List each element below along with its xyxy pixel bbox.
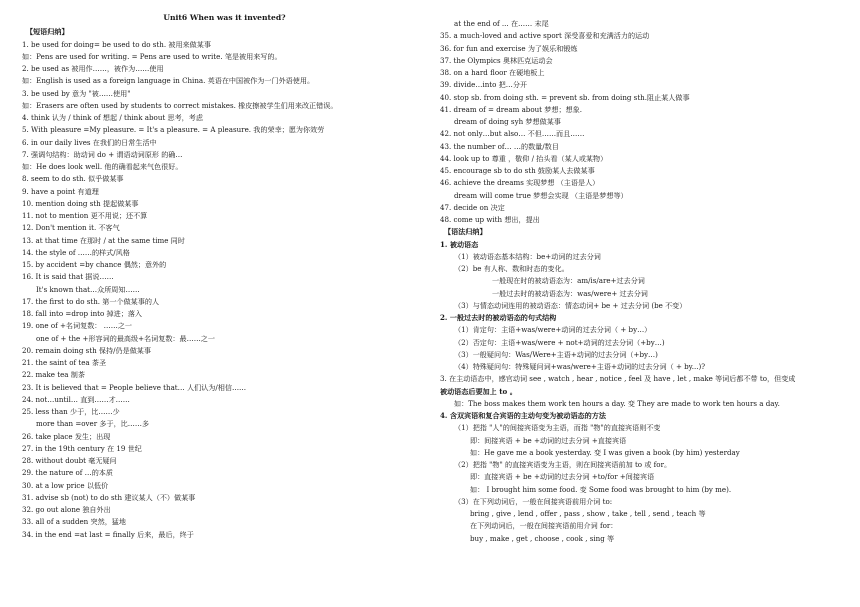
text-line: （2）否定句：主语+was/were + not+动词的过去分词（+by…) [454,337,665,347]
text-line: 23. It is believed that = People believe that… 人们认为/相信…… [22,382,247,392]
text-line: 如：The boss makes them work ten hours a day. 变 They are made to work ten hours a day. [454,398,780,408]
text-line: 33. all of a sudden 突然，猛地 [22,517,126,527]
text-line: 36. for fun and exercise 为了娱乐和锻炼 [440,43,578,53]
right-column [440,18,850,545]
text-line: 18. fall into =drop into 掉进；落入 [22,309,143,318]
text-line: 22. make tea 制茶 [22,370,85,380]
text-line: 17. the first to do sth. 第一个做某事的人 [22,296,160,306]
text-line: 1. be used for doing= be used to do sth. 被用来做某事 [22,39,211,49]
text-line: 40. stop sb. from doing sth. = prevent sb. from doing sth.阻止某人做事 [440,92,690,102]
text-line: 48. come up with 想出，提出 [440,215,540,224]
text-line: 45. encourage sb to do sth 鼓励某人去做某事 [440,166,595,175]
text-line: 2. 一般过去时的被动语态的句式结构 [440,313,557,322]
text-line: 35. a much-loved and active sport 深受喜爱和充满活力的运动 [440,31,650,41]
text-line: 2. be used as 被用作……，被作为……使用 [22,64,164,73]
text-line: 27. in the 19th century 在 19 世纪 [22,443,142,453]
text-line: 一般现在时的被动语态为：am/is/are+过去分词 [492,276,645,286]
text-line: 在下列动词后，一般在间接宾语前用介词 for： [470,521,618,531]
text-line: one of + the +形容词的最高级+名词复数：最……之一 [36,333,215,343]
text-line: 11. not to mention 更不用说；还不算 [22,211,148,220]
text-line: dream of doing syh 梦想做某事 [454,117,561,126]
text-line: （3）与情态动词连用的被动语态：情态动词+ be + 过去分词 (be 不变） [454,300,687,310]
text-line: 38. on a hard floor 在硬地板上 [440,68,545,77]
text-line: bring , give , lend , offer , pass , show , take , tell , send , teach 等 [470,509,706,518]
text-line: 4. think 认为 / think of 想起 / think about 思考，考虑 [22,113,203,122]
text-line: 如：He gave me a book yesterday. 变 I was given a book (by him) yesterday [470,447,740,457]
text-line: （4）特殊疑问句：特殊疑问词+was/were+主语+动词的过去分词（ + by...)? [454,362,706,371]
text-line: 13. at that time 在那时 / at the same time 同时 [22,235,185,245]
text-line: 1. 被动语态 [440,239,479,249]
text-line: 如：Erasers are often used by students to correct mistakes. 橡皮擦被学生们用来改正错误。 [22,100,338,110]
text-line: （3）一般疑问句：Was/Were+主语+动词的过去分词（+by…) [454,349,658,359]
text-line: 14. the style of ……的样式/风格 [22,247,130,257]
text-line: dream will come true 梦想会实现 （主语是梦想等） [454,190,628,200]
text-line: 15. by accident =by chance 偶然；意外的 [22,260,167,269]
text-line: at the end of ... 在…… 末尾 [454,19,549,28]
text-line: （3）在下列动词后，一般在间接宾语前用介词 to: [454,496,613,506]
text-line: 即：间接宾语 + be +动词的过去分词 +直接宾语 [470,435,627,445]
text-line: 20. remain doing sth 保持/仍是做某事 [22,345,151,355]
text-line: 19. one of +名词复数： ……之一 [22,321,133,331]
text-line: 24. not…until… 直到……才…… [22,394,130,404]
text-line: buy , make , get , choose , cook , sing 等 [470,533,615,543]
text-line: 7. 强调句结构：助动词 do + 谓语动词原形 的确… [22,149,183,159]
text-line: 37. the Olympics 奥林匹克运动会 [440,55,553,65]
text-line: 3. 在主动语态中，感官动词 see , watch , hear , notice , feel 及 have , let , make 等词后都不带 to，但变成 [440,374,796,384]
text-line: 31. advise sb (not) to do sth 建议某人（不）做某事 [22,492,196,502]
text-line: 34. in the end =at last = finally 后来，最后，终于 [22,529,194,539]
text-line: 41. dream of = dream about 梦想；想象. [440,104,583,114]
text-line: 30. at a low price 以低价 [22,480,109,490]
text-line: 47. decide on 决定 [440,202,505,212]
text-line: 【短语归纳】 [26,27,69,37]
text-line: 如：English is used as a foreign language in China. 英语在中国被作为一门外语使用。 [22,76,315,86]
text-line: 8. seem to do sth. 似乎做某事 [22,174,124,184]
text-line: 21. the saint of tea 茶圣 [22,358,107,367]
text-line: 28. without doubt 毫无疑问 [22,456,117,465]
left-column-lines [22,26,427,541]
text-line: 4. 含双宾语和复合宾语的主动句变为被动语态的方法 [440,411,606,420]
text-line: 即：直接宾语 + be +动词的过去分词 +to/for +间接宾语 [470,472,655,482]
text-line: 6. in our daily lives 在我们的日常生活中 [22,137,157,147]
text-line: （2）把指 "物" 的直接宾语变为主语，则在间接宾语前加 to 或 for。 [454,460,672,469]
text-line: （1）肯定句：主语+was/were+动词的过去分词（ + by…） [454,325,652,335]
text-line: 29. the nature of …的本质 [22,468,113,478]
text-line: 26. take place 发生；出现 [22,431,111,441]
text-line: 如：Pens are used for writing. = Pens are used to write. 笔是被用来写的。 [22,51,282,61]
text-line: 39. divide…into 把…分开 [440,80,528,90]
text-line: 46. achieve the dreams 实现梦想 （主语是人） [440,178,600,188]
text-line: 16. It is said that 据说…… [22,272,114,282]
text-line: 一般过去时的被动语态为：was/were+ 过去分词 [492,288,648,298]
document-title: Unit6 When was it invented? [163,13,286,22]
text-line: 32. go out alone 独自外出 [22,505,111,514]
text-line: 5. With pleasure =My pleasure. = It's a pleasure. = A pleasure. 我的荣幸；愿为你效劳 [22,125,325,135]
text-line: 3. be used by 意为 "被……使用" [22,88,131,98]
text-line: （1）被动语态基本结构：be+动词的过去分词 [454,251,601,261]
text-line: 如：He does look well. 他的确看起来气色很好。 [22,162,183,171]
text-line: （1）把指 "人"的间接宾语变为主语，而指 "物"的直接宾语则不变 [454,423,661,433]
text-line: It's known that…众所周知…… [36,284,140,294]
text-line: more than =over 多于，比……多 [36,419,150,429]
text-line: 25. less than 少于，比……少 [22,407,120,416]
text-line: 43. the number of… …的数量/数目 [440,141,559,151]
text-line: 【语法归纳】 [444,227,487,237]
text-line: 12. Don't mention it. 不客气 [22,223,120,233]
text-line: 42. not only…but also… 不但……而且…… [440,129,585,139]
left-column [22,12,427,541]
right-column-lines [440,18,850,545]
text-line: 44. look up to 尊重 ，敬仰 / 抬头看（某人或某物） [440,153,608,163]
text-line: （2）be 有人称、数和时态的变化。 [454,264,569,273]
text-line: 如： I brought him some food. 变 Some food was brought to him (by me). [470,484,732,494]
text-line: 10. mention doing sth 提起做某事 [22,198,139,208]
text-line: 被动语态后要加上 to 。 [440,386,517,396]
text-line: 9. have a point 有道理 [22,186,99,196]
